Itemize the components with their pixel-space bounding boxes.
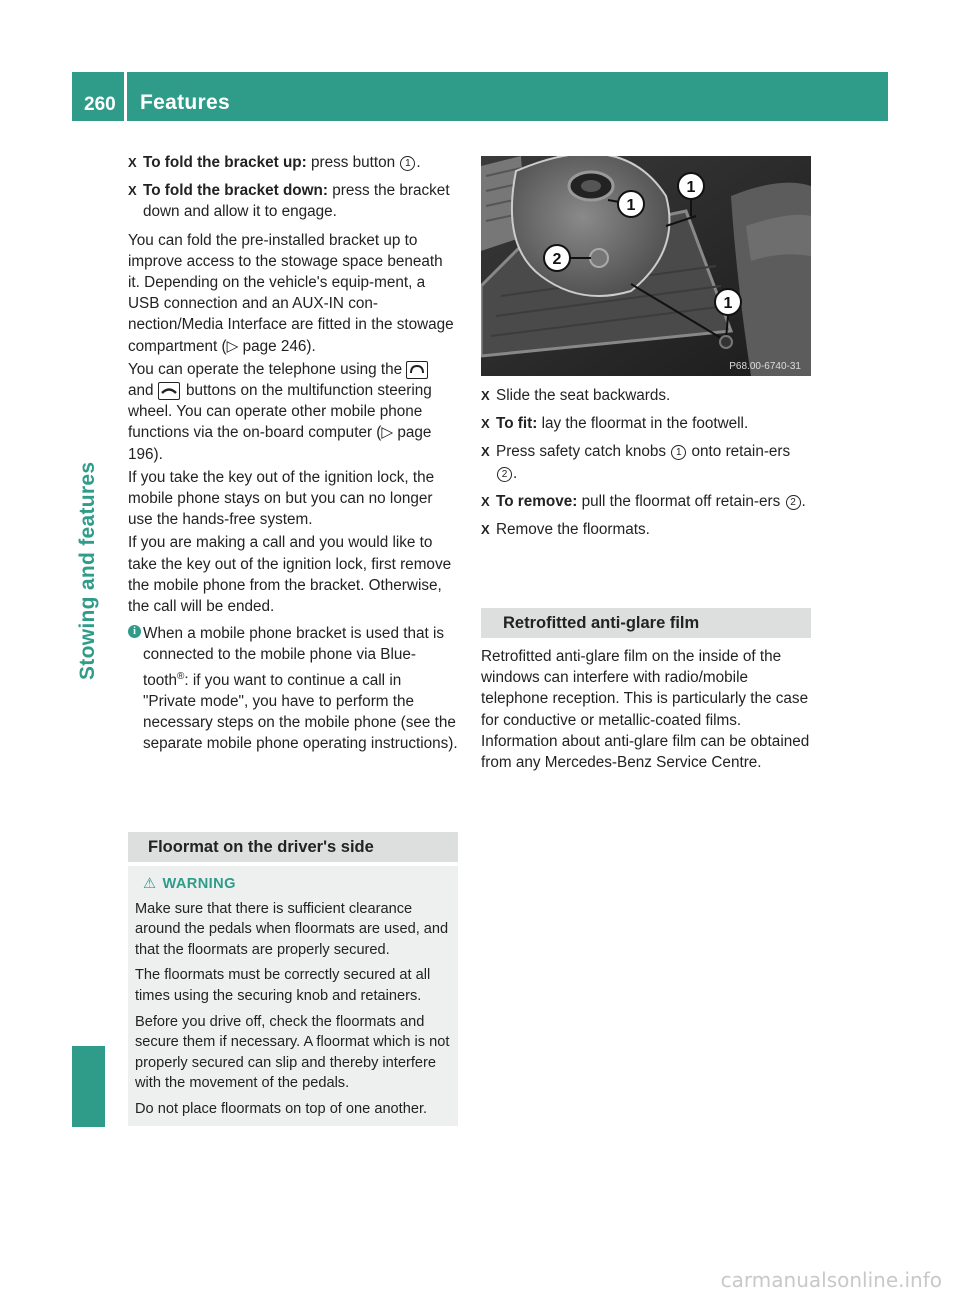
paragraph: If you take the key out of the ignition lock, the mobile phone stays on but you can no longer use the hands-free system. <box>128 468 435 529</box>
step-arrow-icon: X <box>481 388 490 403</box>
step-fold-down <box>128 180 458 222</box>
step-arrow-icon: X <box>128 155 137 170</box>
warning-text: Before you drive off, check the floormats and secure them if necessary. A floormat which is not properly secured can slip and thereby interfere with the movement of the pedals. <box>135 1013 450 1092</box>
right-column <box>481 385 811 547</box>
step-bold: To fit: <box>496 415 538 433</box>
photo-code: P68.00-6740-31 <box>729 361 801 372</box>
svg-text:1: 1 <box>626 197 636 214</box>
warning-title-text: WARNING <box>162 876 236 892</box>
chapter-label-text: Stowing and features <box>76 461 99 680</box>
warning-text: Make sure that there is sufficient clearance around the pedals when floormats are used, and that the floormats are properly secured. <box>135 900 449 958</box>
paragraph-telephone <box>128 359 458 465</box>
step-text: . <box>801 492 806 510</box>
step-press-knobs <box>481 441 811 483</box>
registered-mark: ® <box>177 670 185 682</box>
floormat-photo <box>481 156 811 376</box>
header-divider <box>124 72 127 121</box>
step-to-remove <box>481 491 811 512</box>
step-text: pull the floormat off retain-ers <box>577 492 785 510</box>
info-note <box>128 623 458 754</box>
step-bold: To remove: <box>496 492 578 510</box>
step-bold: To fold the bracket down: <box>143 182 328 200</box>
callout-1-top <box>678 173 704 199</box>
paragraph: If you are making a call and you would like to take the key out of the ignition lock, first remove the mobile phone from the bracket. Otherwise, the call will be ended. <box>128 534 452 616</box>
step-arrow-icon: X <box>128 183 137 199</box>
step-fold-up <box>128 152 458 173</box>
callout-2 <box>544 245 570 271</box>
step-remove-floormats <box>481 519 811 540</box>
step-text: lay the floormat in the footwell. <box>537 415 749 433</box>
step-arrow-icon: X <box>481 522 490 538</box>
side-tab <box>72 1046 105 1127</box>
paragraph-text: and <box>128 382 158 400</box>
antiglare-text-block <box>481 646 813 775</box>
callout-1-mid <box>618 191 644 217</box>
marker-1: 1 <box>671 445 686 460</box>
step-text: Press safety catch knobs <box>496 443 671 461</box>
section-heading-antiglare <box>481 608 811 638</box>
info-text: : if you want to continue a call in "Private mode", you have to perform the necessary steps on the mobile phone (see the separate mobile phone operating instructions). <box>143 671 458 753</box>
step-to-fit <box>481 413 811 434</box>
warning-box <box>128 866 458 1126</box>
warning-text: The floormats must be correctly secured at all times using the securing knob and retainers. <box>135 967 431 1004</box>
svg-text:2: 2 <box>552 251 562 268</box>
left-column <box>128 152 458 755</box>
paragraph-text: buttons on the multifunction steering wheel. You can operate other mobile phone functions via the on-board computer (▷ page 196). <box>128 382 432 463</box>
section-heading-text: Floormat on the driver's side <box>148 838 374 856</box>
section-heading-text: Retrofitted anti-glare film <box>503 614 700 632</box>
info-text: When a mobile phone bracket is used that is connected to the mobile phone via Blue-tooth <box>143 625 445 689</box>
marker-1: 1 <box>400 156 415 171</box>
section-heading-floormat <box>128 832 458 862</box>
phone-end-icon <box>158 382 180 400</box>
step-text: . <box>513 464 518 482</box>
step-bold: To fold the bracket up: <box>143 154 307 171</box>
floormat-illustration <box>481 156 811 376</box>
step-text: onto retain-ers <box>687 443 791 461</box>
step-text: press button <box>306 154 400 171</box>
callout-1-bottom <box>715 289 741 315</box>
marker-2: 2 <box>497 467 512 482</box>
paragraph: Retrofitted anti-glare film on the inside of the windows can interfere with radio/mobile telephone reception. This is particularly the case for conductive or metallic-coated films. Information about anti-glare film can be obtained from any Mercedes-Benz Service Centre. <box>481 648 810 772</box>
phone-accept-icon <box>406 361 428 379</box>
svg-text:1: 1 <box>686 179 696 196</box>
step-slide-seat <box>481 385 811 406</box>
info-icon: i <box>128 625 141 638</box>
step-arrow-icon: X <box>481 444 490 460</box>
svg-text:1: 1 <box>723 295 733 312</box>
page-title: Features <box>140 91 230 114</box>
paragraph: You can fold the pre-installed bracket up to improve access to the stowage space beneath it. Depending on the vehicle's equip-ment, a USB connection and an AUX-IN con-nection/Media Interface are fitted in the stowage compartment (▷ page 246). <box>128 231 454 355</box>
page-number: 260 <box>84 94 116 115</box>
step-text: Slide the seat backwards. <box>496 387 671 404</box>
step-arrow-icon: X <box>481 416 490 432</box>
paragraph-text: You can operate the telephone using the <box>128 360 403 378</box>
step-text: press the bracket down and allow it to engage. <box>143 182 450 221</box>
warning-text: Do not place floormats on top of one another. <box>135 1100 428 1117</box>
step-text: Remove the floormats. <box>496 521 650 539</box>
warning-title <box>135 874 452 895</box>
footer-watermark[interactable]: carmanualsonline.info <box>720 1268 942 1292</box>
step-text-end: . <box>416 154 421 171</box>
marker-2: 2 <box>786 495 801 510</box>
warning-icon: ⚠ <box>143 876 157 892</box>
step-arrow-icon: X <box>481 493 490 509</box>
